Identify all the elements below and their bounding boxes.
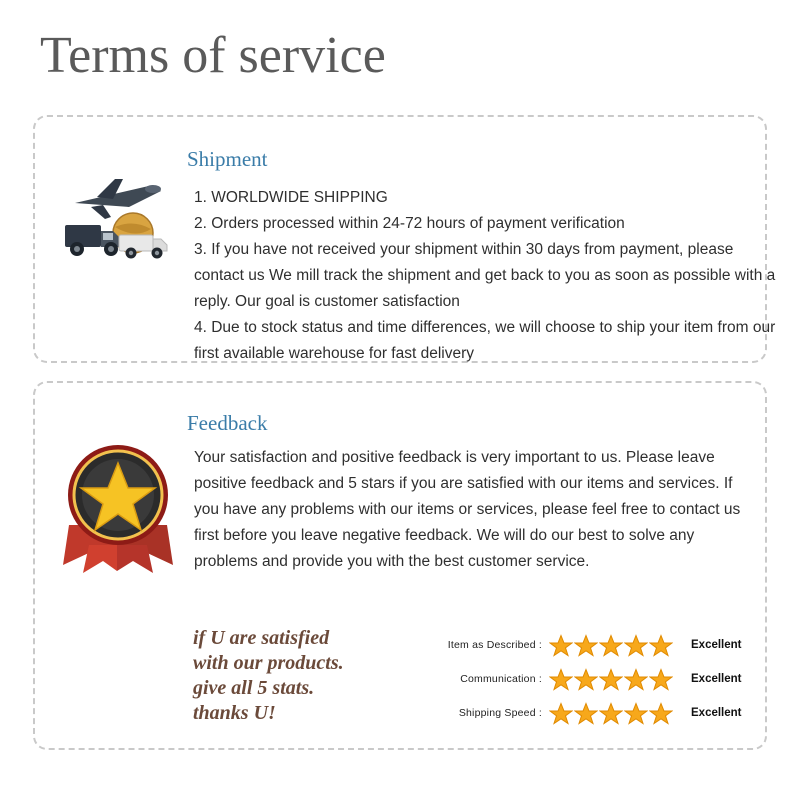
star-icon [599, 668, 623, 691]
star-icon [624, 668, 648, 691]
rating-row [437, 696, 757, 730]
shipment-panel [33, 115, 776, 363]
ratings-table [437, 628, 757, 730]
rating-value: Excellent [691, 707, 742, 719]
star-icon [649, 634, 673, 657]
star-icon [574, 702, 598, 725]
rating-label: Item as Described : [447, 639, 542, 651]
star-icon [624, 634, 648, 657]
star-icon [549, 634, 573, 657]
shipment-line: 2. Orders processed within 24-72 hours of payment verification [194, 215, 625, 232]
shipping-vehicles-icon [57, 173, 177, 273]
feedback-paragraph: Your satisfaction and positive feedback is very important to us. Please leave positive feedback and 5 stars if you are satisfied with our items and services. If you have any problems with our items or services, please feel free to contact us first before you leave negative feedback. We will do our best to solve any problems and provide you with the best customer service. [194, 449, 741, 570]
rating-stars [549, 634, 681, 657]
star-icon [624, 702, 648, 725]
feedback-slogan [193, 626, 344, 726]
feedback-panel [33, 381, 767, 750]
star-icon [599, 634, 623, 657]
rating-row [437, 662, 757, 696]
shipment-line: 1. WORLDWIDE SHIPPING [194, 189, 388, 206]
shipment-line: 3. If you have not received your shipment within 30 days from payment, please contact us We mill track the shipment and get back to you as soon as possible with a reply. Our goal is customer satisfaction [194, 241, 776, 310]
slogan-line: give all 5 stats. [193, 677, 315, 699]
rating-value: Excellent [691, 639, 742, 651]
star-icon [549, 702, 573, 725]
star-icon [574, 668, 598, 691]
slogan-line: if U are satisfied [193, 627, 330, 649]
rating-label: Communication : [460, 673, 542, 685]
star-icon [549, 668, 573, 691]
rating-value: Excellent [691, 673, 742, 685]
rating-label: Shipping Speed : [458, 707, 542, 719]
star-icon [599, 702, 623, 725]
slogan-line: with our products. [193, 652, 344, 674]
rating-row [437, 628, 757, 662]
shipment-text [194, 185, 784, 367]
rating-stars [549, 702, 681, 725]
feedback-heading: Feedback [187, 411, 268, 435]
shipment-line: 4. Due to stock status and time differences, we will choose to ship your item from our first available warehouse for fast delivery [194, 319, 776, 362]
star-icon [574, 634, 598, 657]
shipment-heading: Shipment [187, 147, 268, 171]
gold-star-medal-icon [53, 433, 183, 573]
star-icon [649, 668, 673, 691]
star-icon [649, 702, 673, 725]
slogan-line: thanks U! [193, 702, 276, 724]
rating-stars [549, 668, 681, 691]
page-title: Terms of service [40, 27, 386, 84]
